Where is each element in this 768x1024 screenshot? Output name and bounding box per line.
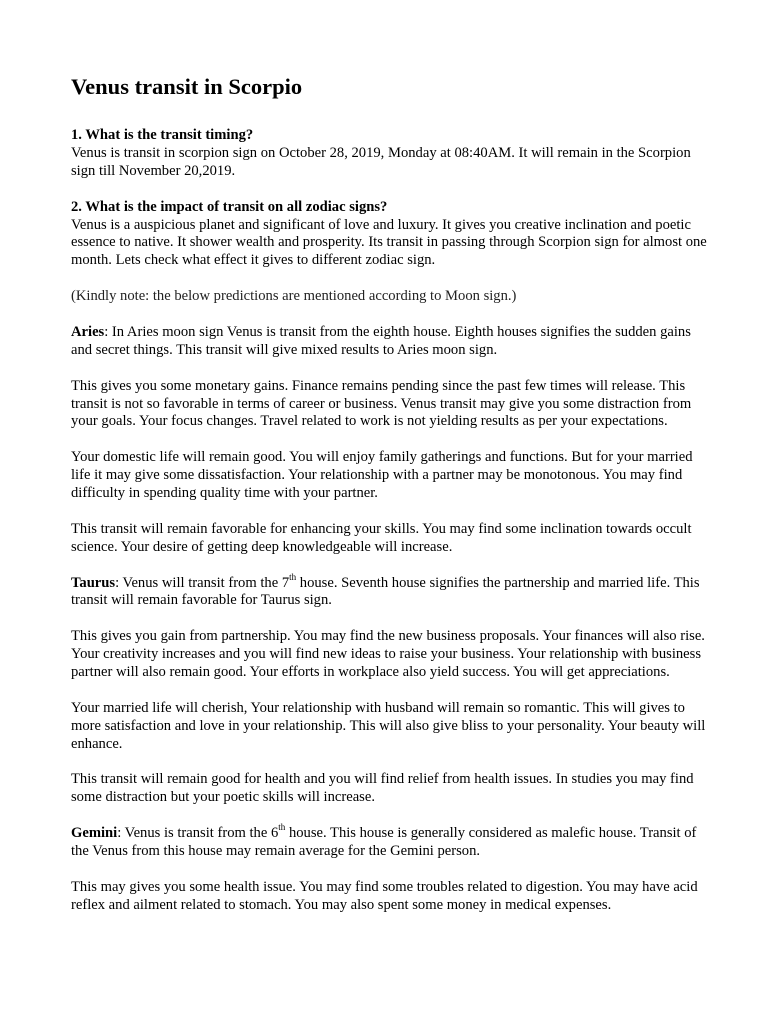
document-body (71, 72, 711, 915)
question-1 (71, 127, 711, 181)
taurus-paragraph-2: Your married life will cherish, Your relationship with husband will remain so romantic. This will gives to more satisfaction and love in your relationship. This will also give bliss to your personality. Your beauty will enhance. (71, 699, 706, 752)
gemini-paragraph-1: This may gives you some health issue. You may find some troubles related to digestion. You may have acid reflex and ailment related to stomach. You may also spent some money in medical expenses. (71, 878, 698, 913)
taurus-ordinal-suffix: th (289, 571, 297, 582)
aries-paragraph-1: This gives you some monetary gains. Finance remains pending since the past few times will release. This transit is not so favorable in terms of career or business. Venus transit may give you some distraction from your goals. Your focus changes. Travel related to work is not yielding results as per your expectations. (71, 377, 692, 430)
aries-paragraph-3: This transit will remain favorable for enhancing your skills. You may find some inclination towards occult science. Your desire of getting deep knowledgeable will increase. (71, 520, 692, 555)
moon-sign-note: (Kindly note: the below predictions are mentioned according to Moon sign.) (71, 288, 517, 305)
page-title: Venus transit in Scorpio (71, 74, 303, 99)
gemini-sign-label: Gemini (71, 825, 118, 842)
gemini-intro-text-a: : Venus is transit from the 6 (117, 825, 279, 842)
aries-intro (71, 324, 711, 360)
aries-intro-text: : In Aries moon sign Venus is transit from the eighth house. Eighth houses signifies the sudden gains and secret things. This transit will give mixed results to Aries moon sign. (71, 323, 691, 358)
question-2-heading: 2. What is the impact of transit on all zodiac signs? (71, 198, 388, 215)
taurus-intro-text-a: : Venus will transit from the 7 (115, 574, 290, 591)
taurus-intro (71, 571, 711, 611)
taurus-sign-label: Taurus (71, 574, 116, 591)
question-1-heading: 1. What is the transit timing? (71, 127, 254, 143)
question-1-answer: Venus is transit in scorpion sign on October 28, 2019, Monday at 08:40AM. It will remain in the Scorpion sign till November 20,2019. (71, 144, 691, 179)
aries-paragraph-2: Your domestic life will remain good. You will enjoy family gatherings and functions. But for your married life it may give some dissatisfaction. Your relationship with a partner may be monotonous. You may find difficulty in spending quality time with your partner. (71, 449, 693, 502)
taurus-paragraph-1: This gives you gain from partnership. You may find the new business proposals. Your finances will also rise. Your creativity increases and you will find new ideas to raise your business. Your relationship with business partner will also remain good. Your efforts in workplace also yield success. You will get appreciations. (71, 628, 705, 681)
taurus-intro-text-b: house. Seventh house signifies the partnership and married life. This transit will remain favorable for Taurus sign. (71, 574, 700, 609)
question-2 (71, 199, 711, 271)
aries-sign-label: Aries (71, 323, 105, 340)
question-2-answer: Venus is a auspicious planet and significant of love and luxury. It gives you creative inclination and poetic essence to native. It shower wealth and prosperity. Its transit in passing through Scorpion sign for almost one month. Lets check what effect it gives to different zodiac sign. (71, 216, 707, 269)
gemini-intro-text-b: house. This house is generally considered as malefic house. Transit of the Venus from this house may remain average for the Gemini person. (71, 825, 697, 860)
gemini-ordinal-suffix: th (278, 822, 286, 833)
gemini-intro (71, 822, 711, 861)
taurus-paragraph-3: This transit will remain good for health and you will find relief from health issues. In studies you may find some distraction but your poetic skills will increase. (71, 771, 694, 806)
